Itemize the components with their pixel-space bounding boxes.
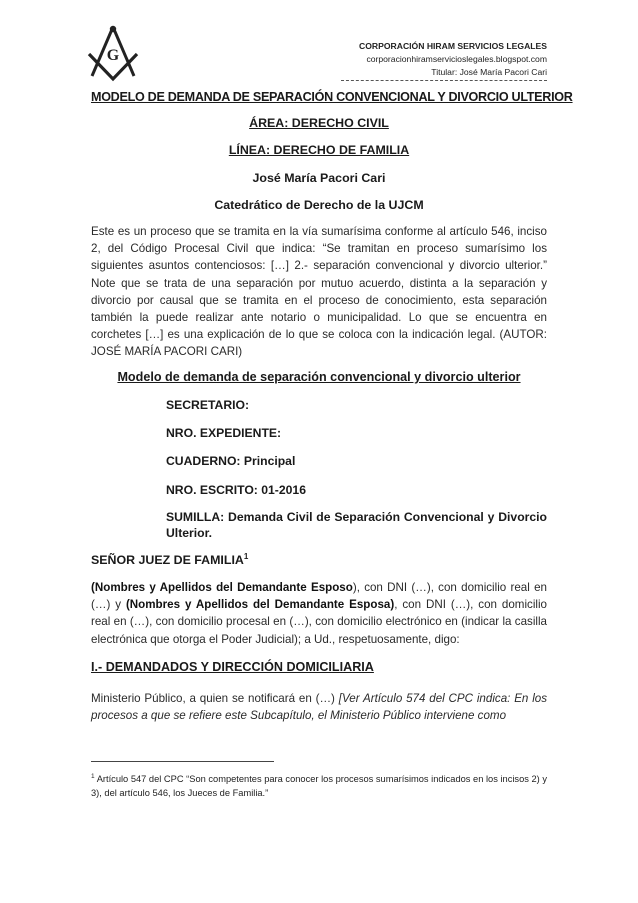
intro-paragraph: Este es un proceso que se tramita en la vía sumarísima conforme al artículo 546, inciso 2, del Código Procesal Civil que indica: “Se tramitan en proceso sumarísimo los siguientes asuntos contenciosos: […] 2.- separación convencional y divorcio ulterior.” Note que se trata de una separación por mutuo acuerdo, distinta a la separación y divorcio por causal que se tramita en el proceso de conocimiento, esta separación también la puede realizar ante notario o municipalidad. Lo que se encuentra en corchetes […] es una explicación de lo que se coloca con la indicación legal. (AUTOR: JOSÉ MARÍA PACORI CARI)	[91, 225, 547, 359]
website: corporacionhiramservicioslegales.blogspot.com	[366, 54, 547, 65]
footnote-divider	[91, 761, 274, 762]
addressee-text: SEÑOR JUEZ DE FAMILIA	[91, 553, 244, 568]
ministerio-paragraph	[91, 690, 547, 724]
section-1-title: I.- DEMANDADOS Y DIRECCIÓN DOMICILIARIA	[91, 660, 374, 674]
addressee	[91, 552, 248, 567]
demand-paragraph	[91, 579, 547, 648]
ministerio-text: Ministerio Público, a quien se notificará en (…)	[91, 692, 339, 705]
field-secretario: SECRETARIO:	[166, 398, 250, 412]
field-cuaderno: CUADERNO: Principal	[166, 454, 296, 468]
model-title: Modelo de demanda de separación convencional y divorcio ulterior	[117, 370, 521, 384]
field-escrito: NRO. ESCRITO: 01-2016	[166, 483, 306, 497]
field-sumilla: SUMILLA: Demanda Civil de Separación Convencional y Divorcio Ulterior.	[166, 510, 547, 540]
letterhead	[247, 40, 547, 80]
author-position: Catedrático de Derecho de la UJCM	[214, 198, 424, 212]
field-expediente: NRO. EXPEDIENTE:	[166, 426, 282, 440]
footnote-ref[interactable]: 1	[243, 552, 249, 561]
masonic-square-compass-icon	[86, 24, 140, 82]
document-title: MODELO DE DEMANDA DE SEPARACIÓN CONVENCIONAL Y DIVORCIO ULTERIOR	[91, 90, 573, 104]
demand-text-2: , con DNI (…), con domicilio real en (…), con domicilio procesal en (…), con domicilio electrónico en (indicar la casilla electrónica que otorga el Poder Judicial); a Ud., respetuosamente, digo:	[91, 598, 547, 646]
footnote	[91, 770, 547, 801]
esposo-name-placeholder: (Nombres y Apellidos del Demandante Esposo	[91, 581, 353, 594]
footnote-text: Artículo 547 del CPC “Son competentes para conocer los procesos sumarísimos indicados en los incisos 2) y 3), del artículo 546, los Jueces de Familia.”	[91, 774, 547, 799]
demand-text-1: ), con DNI (…), con domicilio real en (…) y	[91, 581, 547, 612]
header-divider	[341, 80, 547, 81]
ministerio-legal-quote: [Ver Artículo 574 del CPC indica: En los procesos a que se refiere este Subcapítulo, el Ministerio Público interviene como	[91, 692, 548, 723]
author-name: José María Pacori Cari	[252, 171, 386, 185]
footnote-number: 1	[91, 773, 95, 780]
area-heading: ÁREA: DERECHO CIVIL	[249, 116, 389, 130]
owner: Titular: José María Pacori Cari	[431, 67, 547, 78]
organization-name: CORPORACIÓN HIRAM SERVICIOS LEGALES	[359, 41, 547, 51]
logo-letter: G	[106, 47, 120, 64]
linea-heading: LÍNEA: DERECHO DE FAMILIA	[228, 143, 410, 157]
esposa-name-placeholder: (Nombres y Apellidos del Demandante Esposa)	[125, 598, 395, 612]
